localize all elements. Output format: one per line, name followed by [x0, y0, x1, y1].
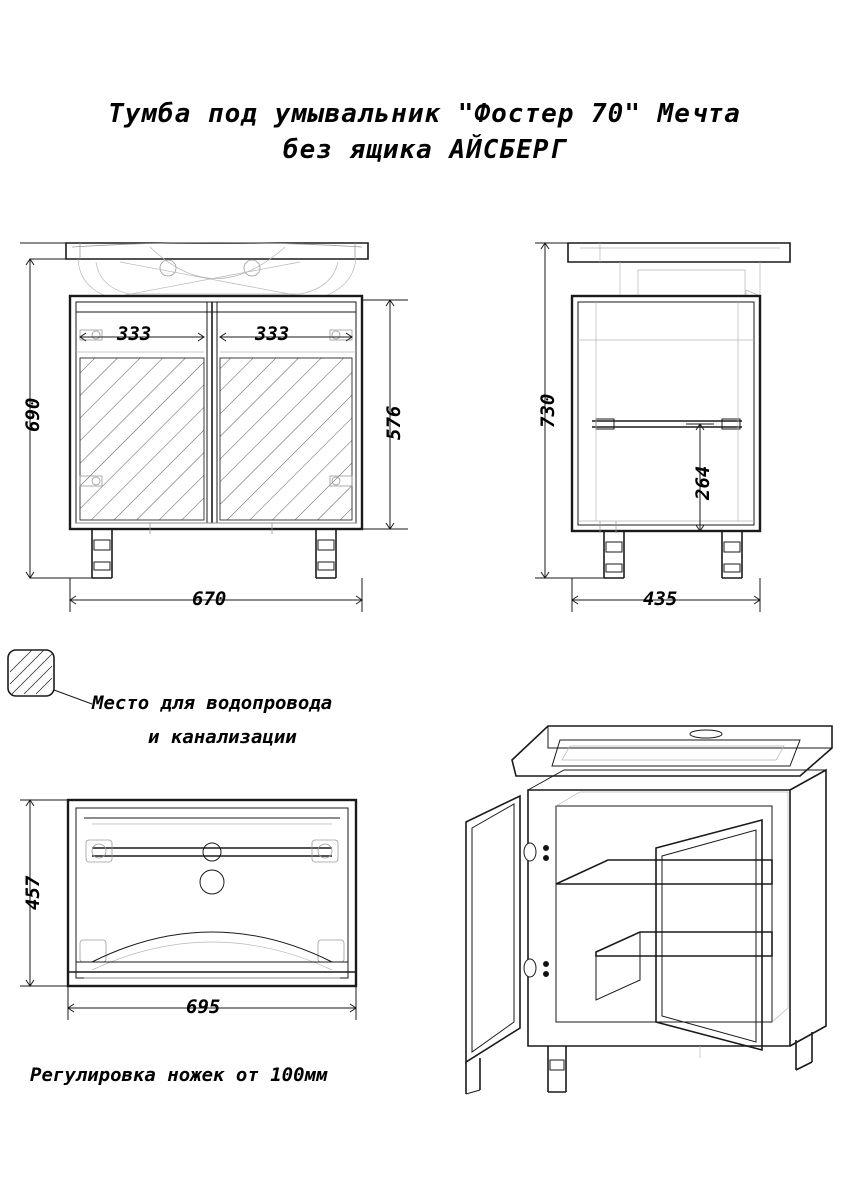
note-legs-adjustment: Регулировка ножек от 100мм: [30, 1064, 328, 1086]
plumbing-swatch-group: [8, 650, 92, 704]
perspective-group: [466, 726, 832, 1094]
top-view-group: [20, 800, 356, 1020]
dim-side-overall-depth: 435: [643, 588, 678, 610]
title-line-2: без ящика АЙСБЕРГ: [282, 135, 567, 165]
note-plumbing-line-2: и канализации: [148, 726, 297, 748]
side-view-group: [535, 243, 790, 612]
dim-door-left-width: 333: [117, 323, 152, 345]
dim-front-overall-height: 690: [22, 397, 44, 432]
note-plumbing-line-1: Место для водопровода: [92, 692, 333, 714]
front-view-group: [20, 243, 408, 613]
dim-top-width: 695: [186, 996, 221, 1018]
dim-front-inner-height: 576: [383, 405, 405, 440]
dim-front-overall-width: 670: [192, 588, 227, 610]
title-line-1: Тумба под умывальник "Фостер 70" Мечта: [108, 99, 741, 129]
dim-side-shelf-height: 264: [692, 465, 714, 500]
dim-door-right-width: 333: [255, 323, 290, 345]
dim-side-overall-height: 730: [537, 393, 559, 428]
dim-top-depth: 457: [22, 875, 44, 910]
